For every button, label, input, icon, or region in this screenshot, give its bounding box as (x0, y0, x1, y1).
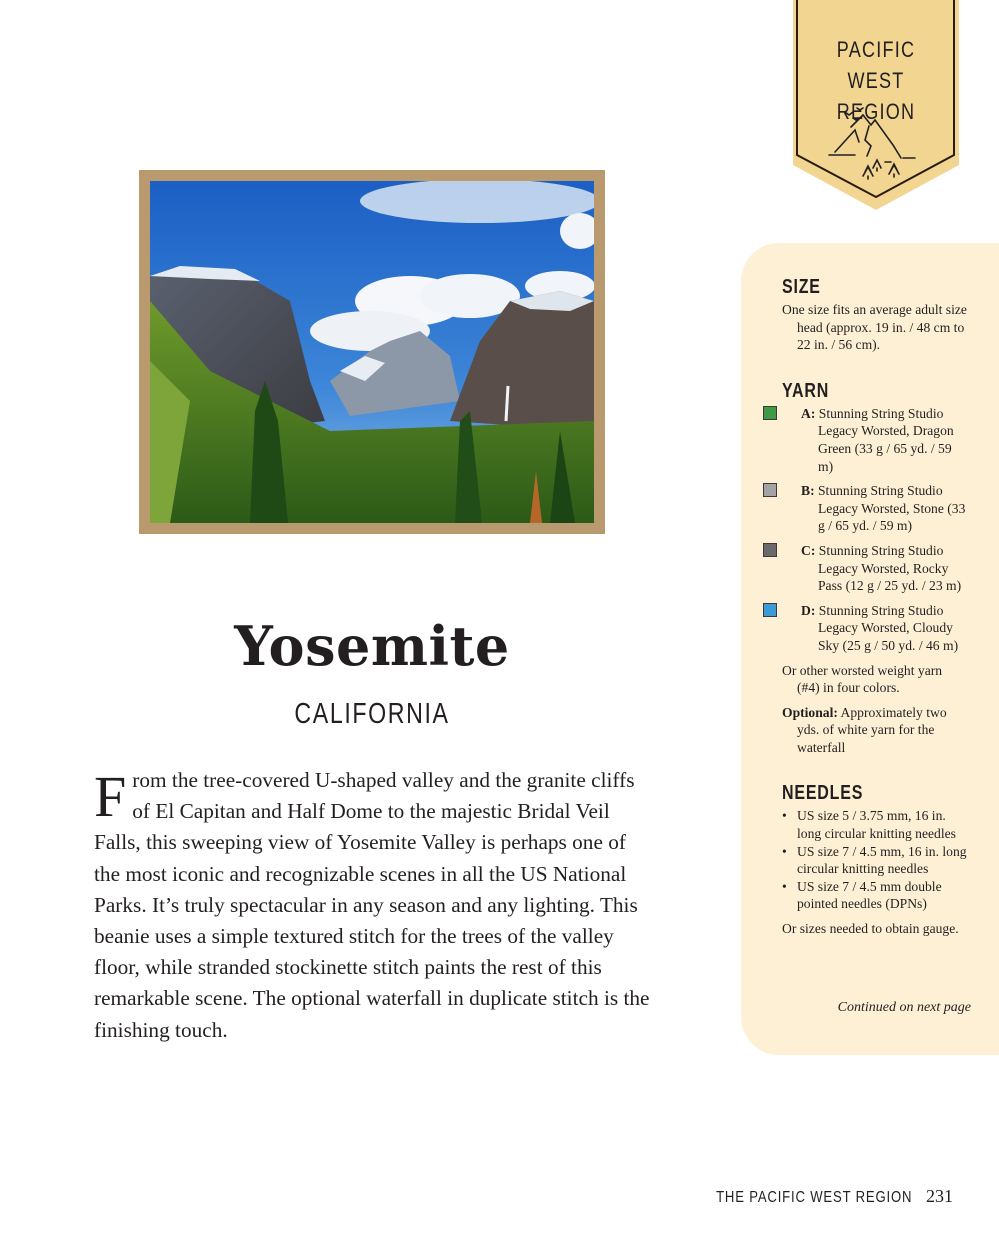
needles-item: • US size 5 / 3.75 mm, 16 in. long circular knitting needles (797, 807, 967, 842)
yarn-key: C: (801, 542, 816, 558)
photo-frame (139, 170, 605, 534)
needles-item: • US size 7 / 4.5 mm double pointed needles (DPNs) (797, 878, 967, 913)
needles-list (782, 807, 967, 913)
optional-text: Approximately two yds. of white yarn for the waterfall (797, 704, 947, 755)
drop-cap: F (94, 764, 127, 829)
page-subtitle: CALIFORNIA (294, 698, 450, 730)
color-swatch-b (763, 483, 777, 497)
yarn-heading: YARN (782, 379, 830, 402)
optional-label: Optional: (782, 704, 838, 720)
yarn-alternative-text: Or other worsted weight yarn (#4) in four colors. (782, 662, 943, 696)
page-number: 231 (926, 1186, 953, 1206)
size-heading: SIZE (782, 276, 821, 298)
yarn-description: Stunning String Studio Legacy Worsted, Stone (33 g / 65 yd. / 59 m) (818, 483, 966, 534)
yarn-description: Stunning String Studio Legacy Worsted, Rocky Pass (12 g / 25 yd. / 23 m) (818, 542, 962, 594)
intro-paragraph (94, 765, 654, 1046)
page-footer (673, 1186, 953, 1207)
needles-heading: NEEDLES (782, 782, 864, 805)
continued-note: Continued on next page (837, 1000, 971, 1015)
needles-item: • US size 7 / 4.5 mm, 16 in. long circular knitting needles (797, 843, 967, 878)
yarn-section (782, 380, 967, 757)
yarn-item-c (782, 542, 967, 595)
yarn-key: D: (801, 602, 816, 618)
banner-title-line1: PACIFIC (836, 37, 916, 62)
banner-title (808, 34, 944, 127)
gauge-text: Or sizes needed to obtain gauge. (782, 921, 959, 937)
yarn-key: B: (801, 483, 815, 499)
yarn-description: Stunning String Studio Legacy Worsted, Cloudy Sky (25 g / 50 yd. / 46 m) (818, 602, 959, 653)
color-swatch-d (763, 603, 777, 617)
page-title: Yosemite (234, 614, 510, 678)
materials-sidebar (741, 243, 999, 1055)
intro-text: rom the tree-covered U-shaped valley and the granite cliffs of El Capitan and Half Dome to the majestic Bridal Veil Falls, this sweeping view of Yosemite Valley is perhaps one of the most iconic and recognizable scenes in all the US National Parks. It’s truly spectacular in any season and any lighting. This beanie uses a simple textured stitch for the trees of the valley floor, while stranded stockinette stitch paints the rest of this remarkable scene. The optional waterfall in duplicate stitch is the finishing touch. (94, 768, 650, 1042)
size-section (782, 276, 967, 354)
needles-section (782, 782, 967, 937)
yarn-item-a (782, 405, 967, 475)
yarn-item-b (782, 482, 967, 535)
running-footer-section: THE PACIFIC WEST REGION (715, 1189, 912, 1206)
yarn-key: A: (801, 405, 816, 421)
color-swatch-c (763, 543, 777, 557)
region-banner (793, 0, 959, 210)
yosemite-valley-photo (150, 181, 594, 523)
size-text: One size fits an average adult size head (approx. 19 in. / 48 cm to 22 in. / 56 cm). (782, 302, 967, 353)
yarn-description: Stunning String Studio Legacy Worsted, Dragon Green (33 g / 65 yd. / 59 m) (818, 405, 954, 474)
banner-title-line2: WEST REGION (836, 68, 916, 124)
yarn-optional-note (782, 704, 967, 757)
color-swatch-a (763, 406, 777, 420)
yarn-item-d (782, 602, 967, 655)
